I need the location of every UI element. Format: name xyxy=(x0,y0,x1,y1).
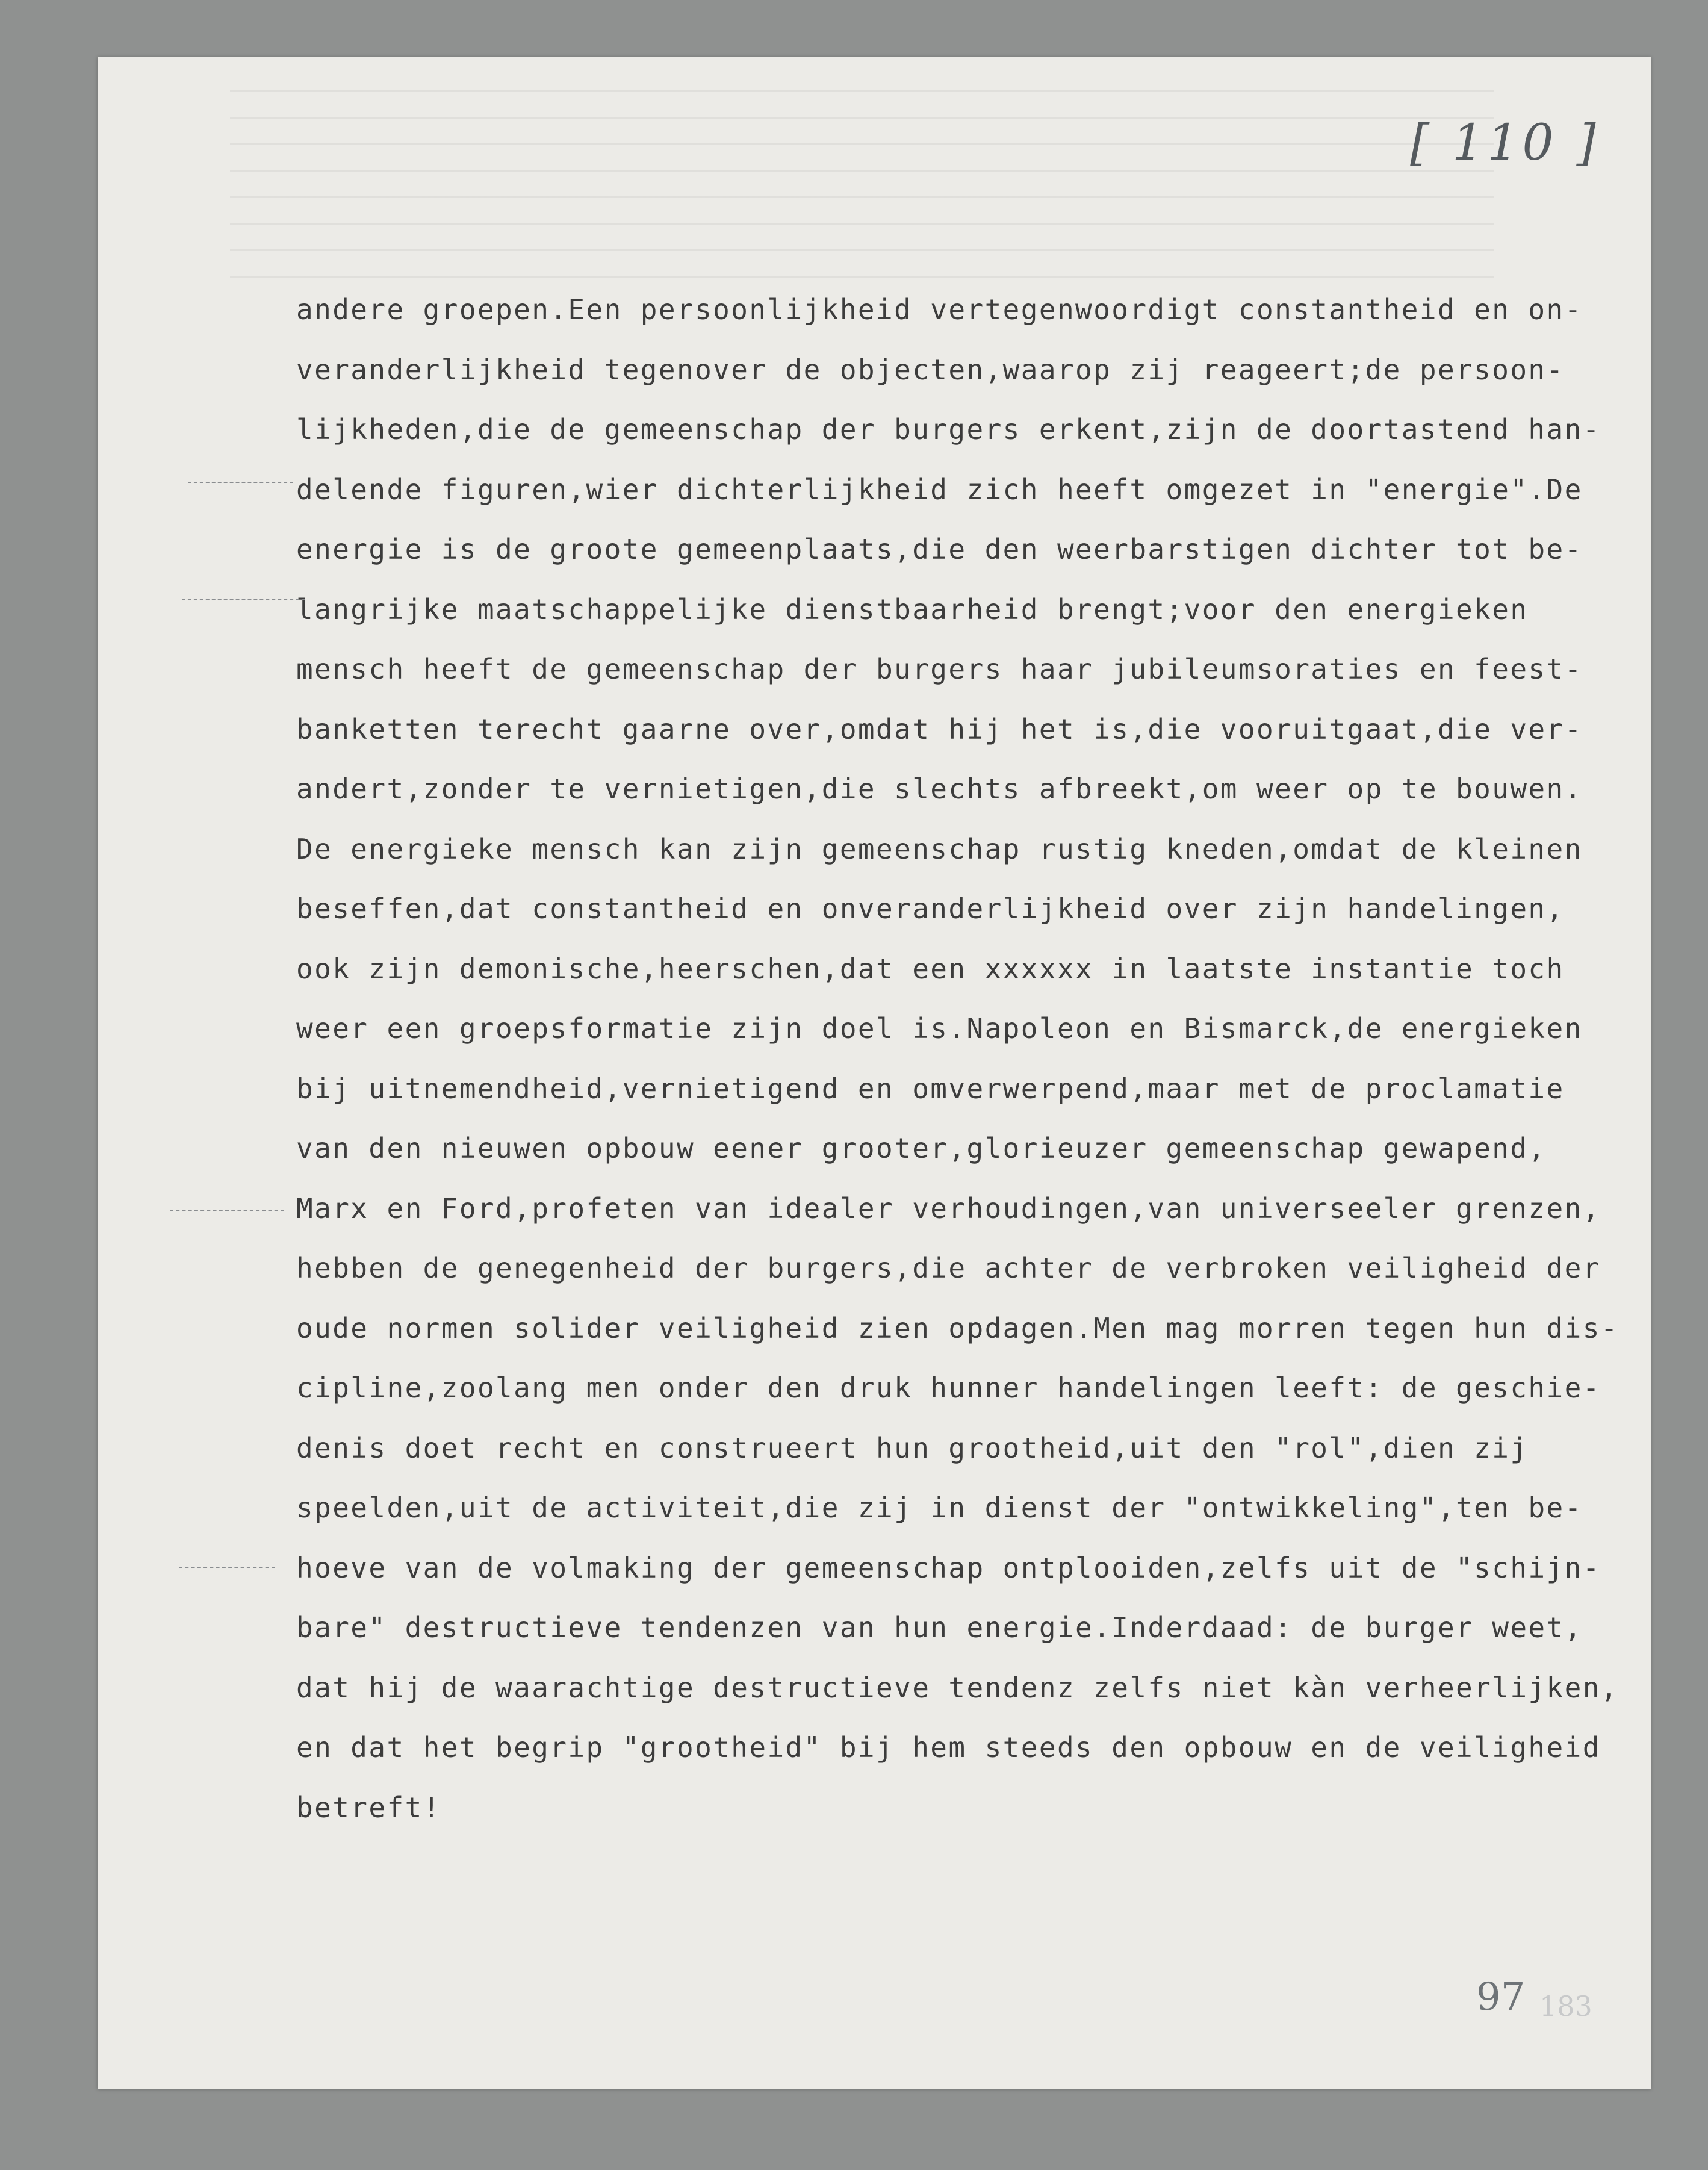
text-line: cipline,zoolang men onder den druk hunner handelingen leeft: de geschie- xyxy=(296,1372,1601,1404)
margin-line-mark xyxy=(170,1210,284,1211)
text-line: langrijke maatschappelijke dienstbaarheid brengt;voor den energieken xyxy=(296,592,1529,626)
margin-line-mark xyxy=(179,1567,275,1568)
text-line: ook zijn demonische,heerschen,dat een xxxxxx in laatste instantie toch xyxy=(296,952,1565,985)
text-line: beseffen,dat constantheid en onveranderlijkheid over zijn handelingen, xyxy=(296,892,1565,925)
typewritten-page xyxy=(98,57,1651,2089)
text-line: bij uitnemendheid,vernietigend en omverwerpend,maar met de proclamatie xyxy=(296,1072,1565,1105)
text-line: speelden,uit de activiteit,die zij in dienst der "ontwikkeling",ten be- xyxy=(296,1491,1583,1524)
text-line: delende figuren,wier dichterlijkheid zich heeft omgezet in "energie".De xyxy=(296,473,1583,506)
text-line: andert,zonder te vernietigen,die slechts afbreekt,om weer op te bouwen. xyxy=(296,773,1583,805)
text-line: lijkheden,die de gemeenschap der burgers erkent,zijn de doortastend han- xyxy=(296,413,1601,446)
text-line: van den nieuwen opbouw eener grooter,glorieuzer gemeenschap gewapend, xyxy=(296,1132,1547,1164)
text-line: energie is de groote gemeenplaats,die den weerbarstigen dichter tot be- xyxy=(296,533,1583,565)
handwritten-page-number: 97 xyxy=(1476,1975,1526,2019)
text-line: hebben de genegenheid der burgers,die achter de verbroken veiligheid der xyxy=(296,1252,1601,1284)
typed-text-block xyxy=(296,280,1651,1838)
text-line: bare" destructieve tendenzen van hun energie.Inderdaad: de burger weet, xyxy=(296,1611,1583,1644)
text-line: betreft! xyxy=(296,1791,441,1824)
text-line: oude normen solider veiligheid zien opdagen.Men mag morren tegen hun dis- xyxy=(296,1311,1619,1345)
text-line: en dat het begrip "grootheid" bij hem steeds den opbouw en de veiligheid xyxy=(296,1731,1601,1764)
handwritten-reference-note: [ 110 ] xyxy=(1410,114,1600,172)
text-line: andere groepen.Een persoonlijkheid vertegenwoordigt constantheid en on- xyxy=(296,293,1583,326)
text-line: De energieke mensch kan zijn gemeenschap rustig kneden,omdat de kleinen xyxy=(296,832,1583,865)
text-line: weer een groepsformatie zijn doel is.Napoleon en Bismarck,de energieken xyxy=(296,1012,1583,1045)
text-line: denis doet recht en construeert hun grootheid,uit den "rol",dien zij xyxy=(296,1431,1529,1464)
margin-line-mark xyxy=(188,482,293,483)
text-line: veranderlijkheid tegenover de objecten,waarop zij reageert;de persoon- xyxy=(296,353,1565,386)
margin-line-mark xyxy=(182,599,305,600)
text-line: banketten terecht gaarne over,omdat hij het is,die vooruitgaat,die ver- xyxy=(296,712,1583,745)
show-through-texture xyxy=(230,90,1494,283)
text-line: Marx en Ford,profeten van idealer verhoudingen,van universeeler grenzen, xyxy=(296,1192,1601,1225)
text-line: hoeve van de volmaking der gemeenschap ontplooiden,zelfs uit de "schijn- xyxy=(296,1551,1601,1584)
faint-stamp-mark: 183 xyxy=(1539,1990,1592,2022)
text-line: dat hij de waarachtige destructieve tendenz zelfs niet kàn verheerlijken, xyxy=(296,1671,1619,1704)
text-line: mensch heeft de gemeenschap der burgers haar jubileumsoraties en feest- xyxy=(296,653,1583,685)
